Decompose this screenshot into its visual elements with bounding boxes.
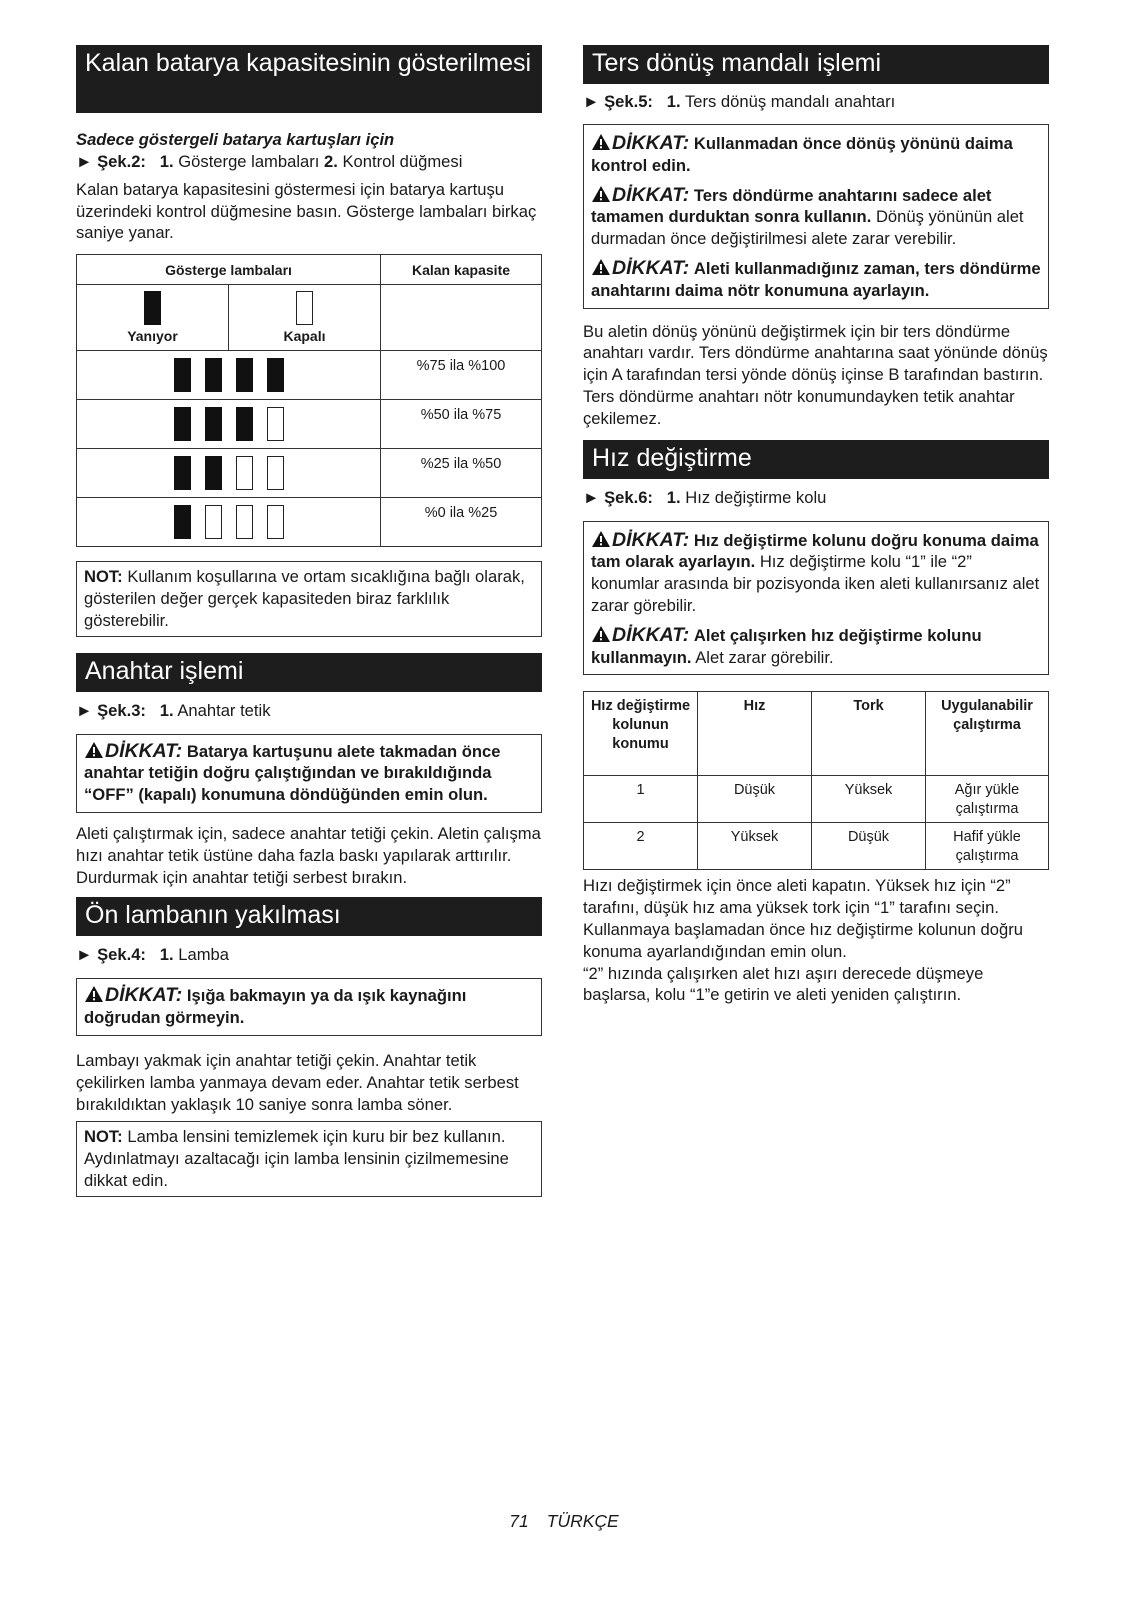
figure-ref-6: ► Şek.6: 1. Hız değiştirme kolu — [583, 487, 827, 507]
reverse-body-2: Ters döndürme anahtarı nötr konumundayken tetik anahtar çekilemez. — [583, 386, 1015, 428]
section-title-battery: Kalan batarya kapasitesinin gösterilmesi — [76, 45, 542, 113]
lamp-on-icon — [174, 505, 191, 539]
figure-ref-2: ► Şek.2: 1. Gösterge lambaları 2. Kontrol düğmesi — [76, 151, 463, 171]
section-title-lamp: Ön lambanın yakılması — [76, 897, 542, 936]
lamp-on-icon — [236, 358, 253, 392]
caution-box-switch: DİKKAT: Batarya kartuşunu alete takmadan önce anahtar tetiğin doğru çalıştığından ve bırakıldığında “OFF” (kapalı) konumuna döndüğünden emin olun. — [76, 734, 542, 813]
lamp-off-icon — [205, 505, 222, 539]
battery-body: Kalan batarya kapasitesini göstermesi için batarya kartuşu üzerindeki kontrol düğmesine basın. Gösterge lambaları birkaç saniye yanar. — [76, 179, 537, 243]
speed-body-1: Hızı değiştirmek için önce aleti kapatın. Yüksek hız için “2” tarafını, düşük hız ama yüksek tork için “1” tarafını seçin. Kullanmaya başlamadan önce hız değiştirme kolunun doğru konuma ayarlandığından emin olun. — [583, 876, 1024, 961]
note-box-lamp: NOT: Lamba lensini temizlemek için kuru bir bez kullanın. Aydınlatmayı azaltacağı için lamba lensinin çizilmemesine dikkat edin. — [76, 1121, 542, 1196]
language-label: TÜRKÇE — [546, 1511, 619, 1531]
lamp-indicator-cell — [77, 449, 381, 498]
col-header-lamps: Gösterge lambaları — [77, 255, 381, 285]
lamp-off-icon — [236, 505, 253, 539]
col-header-application: Uygulanabilir çalıştırma — [926, 692, 1049, 776]
lamp-off-icon — [267, 505, 284, 539]
battery-rows — [77, 351, 542, 547]
page-number: 71 — [509, 1511, 529, 1531]
reverse-body-1: Bu aletin dönüş yönünü değiştirmek için bir ters döndürme anahtarı vardır. Ters döndürme anahtarına saat yönünde dönüş için A tarafından tersi yönde dönüş içinse B tarafından bastırın. — [583, 321, 1048, 385]
table-row — [77, 498, 542, 547]
lamp-indicator-cell — [77, 351, 381, 400]
col-header-capacity: Kalan kapasite — [381, 255, 542, 285]
lamp-on-icon — [205, 456, 222, 490]
lamp-on-icon — [205, 407, 222, 441]
lamp-body: Lambayı yakmak için anahtar tetiği çekin. Anahtar tetik çekilirken lamba yanmaya devam eder. Anahtar tetik serbest bırakıldıktan yaklaşık 10 saniye sonra lamba söner. — [76, 1050, 519, 1114]
lamp-on-icon — [236, 407, 253, 441]
capacity-cell: %75 ila %100 — [381, 351, 542, 400]
legend-off-cell: Kapalı — [229, 285, 381, 351]
capacity-cell: %50 ila %75 — [381, 400, 542, 449]
warning-triangle-icon — [591, 258, 611, 276]
section-title-speed: Hız değiştirme — [583, 440, 1049, 479]
figure-ref-4: ► Şek.4: 1. Lamba — [76, 945, 230, 965]
figure-ref-3: ► Şek.3: 1. Anahtar tetik — [76, 700, 271, 720]
battery-indicator-table — [76, 254, 542, 547]
page-footer — [0, 1511, 1128, 1532]
table-row: 2 Yüksek Düşük Hafif yükle çalıştırma — [584, 823, 1049, 870]
warning-triangle-icon — [84, 741, 104, 759]
caution-box-speed: DİKKAT: Hız değiştirme kolunu doğru konuma daima tam olarak ayarlayın. Hız değiştirme kolu “1” ile “2” konumlar arasında bir pozisyonda iken aleti kullanırsanız alet zarar görebilir. DİKKAT: Alet çalışırken hız değiştirme kolunu kullanmayın. Alet zarar görebilir. — [583, 521, 1049, 676]
caution-box-lamp: DİKKAT: Işığa bakmayın ya da ışık kaynağını doğrudan görmeyin. — [76, 978, 542, 1036]
lamp-on-icon — [267, 358, 284, 392]
capacity-cell: %0 ila %25 — [381, 498, 542, 547]
figure-ref-5: ► Şek.5: 1. Ters dönüş mandalı anahtarı — [583, 92, 896, 111]
col-header-torque: Tork — [812, 692, 926, 776]
table-row — [77, 351, 542, 400]
section-title-switch: Anahtar işlemi — [76, 653, 542, 692]
lamp-off-icon — [267, 456, 284, 490]
lamp-on-icon — [174, 407, 191, 441]
lamp-on-icon — [205, 358, 222, 392]
warning-triangle-icon — [591, 185, 611, 203]
col-header-position: Hız değiştirme kolunun konumu — [584, 692, 698, 776]
lamp-indicator-cell — [77, 400, 381, 449]
table-row — [77, 449, 542, 498]
lamp-off-icon — [236, 456, 253, 490]
speed-table — [583, 691, 1049, 870]
warning-triangle-icon — [591, 530, 611, 548]
table-row — [77, 400, 542, 449]
warning-triangle-icon — [591, 625, 611, 643]
note-box-battery: NOT: Kullanım koşullarına ve ortam sıcaklığına bağlı olarak, gösterilen değer gerçek kapasiteden biraz farklılık gösterebilir. — [76, 561, 542, 636]
lamp-indicator-cell — [77, 498, 381, 547]
table-row: 1 Düşük Yüksek Ağır yükle çalıştırma — [584, 776, 1049, 823]
section-title-reverse: Ters dönüş mandalı işlemi — [583, 45, 1049, 84]
lamp-on-icon — [174, 456, 191, 490]
lamp-off-icon — [296, 291, 313, 325]
warning-triangle-icon — [591, 133, 611, 151]
left-column — [76, 45, 542, 1197]
lamp-on-icon — [144, 291, 161, 325]
warning-triangle-icon — [84, 985, 104, 1003]
caution-box-reverse: DİKKAT: Kullanmadan önce dönüş yönünü daima kontrol edin. DİKKAT: Ters döndürme anahtarını sadece alet tamamen durduktan sonra kullanın. Dönüş yönünün alet durmadan önce değiştirilmesi alete zarar verebilir. DİKKAT: Aleti kullanmadığınız zaman, ters döndürme anahtarını daima nötr konumuna ayarlayın. — [583, 124, 1049, 309]
switch-body: Aleti çalıştırmak için, sadece anahtar tetiği çekin. Aletin çalışma hızı anahtar tetik üstüne daha fazla baskı yapılarak arttırılır. Durdurmak için anahtar tetiği serbest bırakın. — [76, 823, 541, 887]
lamp-off-icon — [267, 407, 284, 441]
capacity-cell: %25 ila %50 — [381, 449, 542, 498]
right-column — [583, 45, 1049, 1006]
battery-subtitle: Sadece göstergeli batarya kartuşları için — [76, 130, 395, 149]
col-header-speed: Hız — [698, 692, 812, 776]
lamp-on-icon — [174, 358, 191, 392]
speed-body-2: “2” hızında çalışırken alet hızı aşırı derecede düşmeye başlarsa, kolu “1”e getirin ve aleti yeniden çalıştırın. — [583, 963, 984, 1005]
legend-on-cell: Yanıyor — [77, 285, 229, 351]
